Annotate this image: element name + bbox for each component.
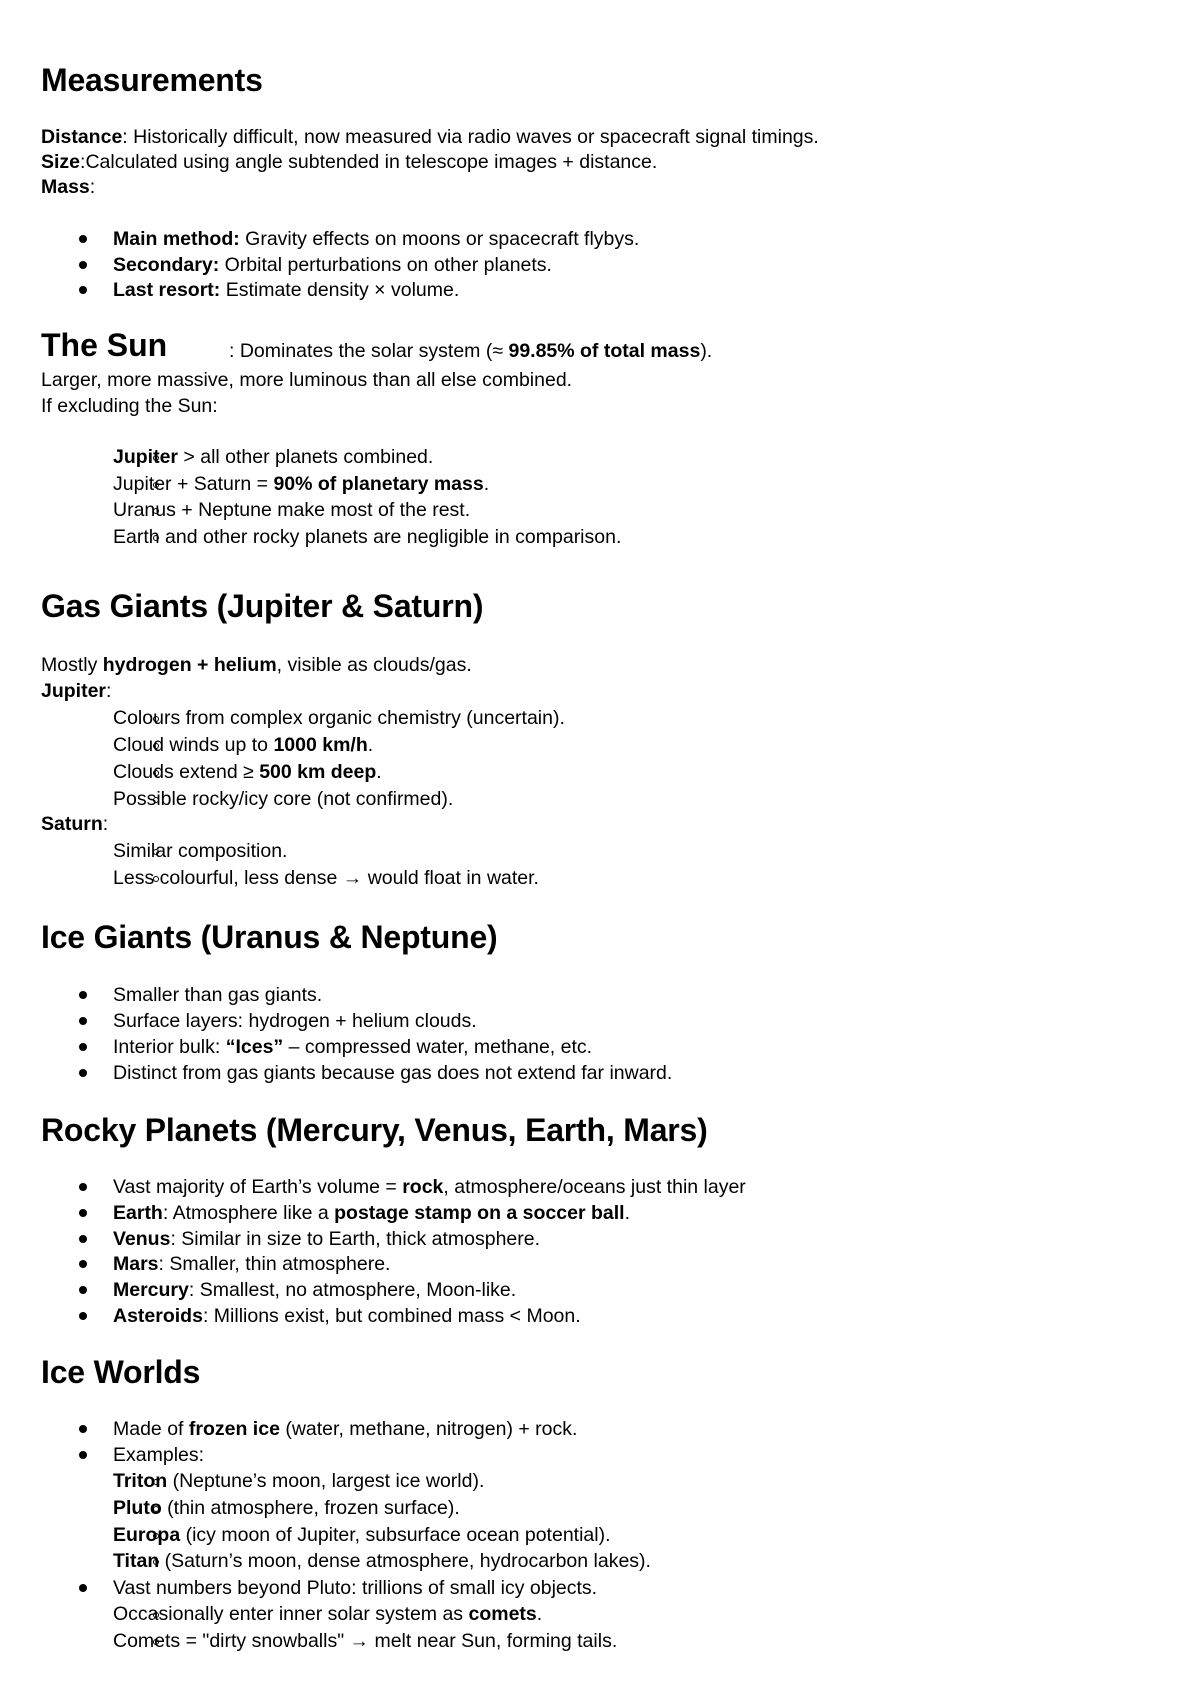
rocky-item-pre: Vast majority of Earth’s volume = bbox=[113, 1176, 403, 1198]
rocky-item-text: : Smaller, thin atmosphere. bbox=[158, 1253, 391, 1275]
mass-item bbox=[113, 226, 639, 252]
jupiter-item bbox=[113, 759, 382, 785]
rocky-item-text: : Smallest, no atmosphere, Moon-like. bbox=[188, 1279, 517, 1301]
ice-giants-item-pre: Interior bulk: bbox=[113, 1036, 226, 1058]
example-item-bold: Pluto bbox=[113, 1497, 162, 1519]
example-item-bold: Triton bbox=[113, 1470, 168, 1492]
sun-desc-bold: 99.85% of total mass bbox=[508, 340, 701, 362]
sun-item: Uranus + Neptune make most of the rest. bbox=[113, 499, 471, 521]
rocky-item bbox=[113, 1174, 746, 1200]
bullet-icon bbox=[79, 1286, 87, 1294]
sun-item bbox=[113, 444, 433, 470]
rocky-item-label: Mercury bbox=[113, 1279, 189, 1301]
example-item bbox=[113, 1468, 484, 1494]
rocky-item-label: Earth bbox=[113, 1202, 163, 1224]
comet-item: Comets = "dirty snowballs" → melt near Sun, forming tails. bbox=[113, 1630, 618, 1652]
rocky-item-post: , atmosphere/oceans just thin layer bbox=[443, 1176, 746, 1198]
heading-measurements: Measurements bbox=[41, 62, 263, 98]
rocky-item-pre: : Atmosphere like a bbox=[162, 1202, 335, 1224]
comet-item-bold: comets bbox=[468, 1603, 537, 1625]
mass-item-label: Last resort: bbox=[113, 279, 221, 301]
bullet-icon bbox=[79, 1043, 87, 1051]
example-item bbox=[113, 1522, 611, 1548]
bullet-icon bbox=[79, 286, 87, 294]
size-label: Size bbox=[41, 151, 81, 173]
rocky-item-post: . bbox=[624, 1202, 630, 1224]
gas-intro-post: , visible as clouds/gas. bbox=[276, 654, 472, 676]
size-line bbox=[41, 149, 657, 175]
example-item bbox=[113, 1548, 651, 1574]
bullet-icon bbox=[79, 1260, 87, 1268]
sun-desc-pre: : Dominates the solar system (≈ bbox=[229, 340, 509, 362]
sun-item-text: > all other planets combined. bbox=[178, 446, 434, 468]
rocky-item bbox=[113, 1303, 581, 1329]
bullet-icon bbox=[79, 261, 87, 269]
rocky-item-text: : Millions exist, but combined mass < Moon. bbox=[202, 1305, 581, 1327]
rocky-item-label: Asteroids bbox=[113, 1305, 203, 1327]
rocky-item bbox=[113, 1251, 390, 1277]
gas-intro-bold: hydrogen + helium bbox=[102, 654, 277, 676]
distance-text: : Historically difficult, now measured via radio waves or spacecraft signal timings. bbox=[122, 126, 819, 148]
sun-item-bold: 90% of planetary mass bbox=[273, 473, 484, 495]
mass-item-text: Gravity effects on moons or spacecraft flybys. bbox=[239, 228, 640, 250]
mass-item-label: Main method: bbox=[113, 228, 240, 250]
distance-line bbox=[41, 124, 819, 150]
ice-giants-item: Smaller than gas giants. bbox=[113, 984, 323, 1006]
example-item-text: (icy moon of Jupiter, subsurface ocean potential). bbox=[180, 1524, 611, 1546]
bullet-icon bbox=[79, 1069, 87, 1077]
sun-line-3: If excluding the Sun: bbox=[41, 395, 218, 417]
gas-intro bbox=[41, 652, 472, 678]
rocky-item-bold: postage stamp on a soccer ball bbox=[334, 1202, 625, 1224]
mass-item bbox=[113, 277, 459, 303]
mass-item-text: Estimate density × volume. bbox=[220, 279, 460, 301]
heading-gas-giants: Gas Giants (Jupiter & Saturn) bbox=[41, 588, 484, 624]
jupiter-item: Colours from complex organic chemistry (uncertain). bbox=[113, 707, 565, 729]
bullet-icon bbox=[79, 1584, 87, 1592]
heading-the-sun: The Sun bbox=[41, 327, 168, 363]
rocky-item bbox=[113, 1200, 630, 1226]
mass-colon: : bbox=[89, 176, 96, 198]
jupiter-item-bold: 500 km deep bbox=[259, 761, 377, 783]
rocky-item-text: : Similar in size to Earth, thick atmosphere. bbox=[170, 1228, 541, 1250]
ice-giants-item: Surface layers: hydrogen + helium clouds. bbox=[113, 1010, 477, 1032]
bullet-icon bbox=[79, 1209, 87, 1217]
bullet-icon bbox=[79, 235, 87, 243]
jupiter-item bbox=[113, 732, 373, 758]
saturn-item: Less colourful, less dense → would float in water. bbox=[113, 867, 539, 889]
jupiter-label: Jupiter bbox=[41, 680, 107, 702]
ice-worlds-item-pre: Made of bbox=[113, 1418, 189, 1440]
bullet-icon bbox=[79, 1017, 87, 1025]
sun-line-2: Larger, more massive, more luminous than all else combined. bbox=[41, 369, 573, 391]
jupiter-colon: : bbox=[106, 680, 112, 702]
saturn-label: Saturn bbox=[41, 813, 103, 835]
saturn-label-line bbox=[41, 811, 108, 837]
ice-worlds-item-post: (water, methane, nitrogen) + rock. bbox=[279, 1418, 578, 1440]
jupiter-item-bold: 1000 km/h bbox=[273, 734, 368, 756]
heading-ice-giants: Ice Giants (Uranus & Neptune) bbox=[41, 919, 498, 955]
ice-worlds-item-bold: frozen ice bbox=[188, 1418, 280, 1440]
rocky-item-bold: rock bbox=[402, 1176, 444, 1198]
comet-item-post: . bbox=[536, 1603, 543, 1625]
jupiter-item-post: . bbox=[367, 734, 374, 756]
sun-desc-post: ). bbox=[700, 340, 713, 362]
sun-item-bold: Jupiter bbox=[113, 446, 179, 468]
size-text: :Calculated using angle subtended in telescope images + distance. bbox=[80, 151, 658, 173]
example-item-text: (thin atmosphere, frozen surface). bbox=[161, 1497, 460, 1519]
bullet-icon bbox=[79, 1235, 87, 1243]
jupiter-item-pre: Cloud winds up to bbox=[113, 734, 274, 756]
bullet-icon bbox=[79, 1451, 87, 1459]
ice-giants-item-post: – compressed water, methane, etc. bbox=[283, 1036, 593, 1058]
comet-item bbox=[113, 1601, 542, 1627]
heading-rocky-planets: Rocky Planets (Mercury, Venus, Earth, Mars) bbox=[41, 1112, 708, 1148]
example-item-text: (Neptune’s moon, largest ice world). bbox=[167, 1470, 485, 1492]
mass-item-text: Orbital perturbations on other planets. bbox=[219, 254, 552, 276]
mass-item bbox=[113, 252, 552, 278]
rocky-item bbox=[113, 1277, 516, 1303]
rocky-item bbox=[113, 1226, 540, 1252]
sun-item-pre: Jupiter + Saturn = bbox=[113, 473, 274, 495]
gas-intro-pre: Mostly bbox=[41, 654, 103, 676]
saturn-item: Similar composition. bbox=[113, 840, 288, 862]
mass-label: Mass bbox=[41, 176, 90, 198]
ice-worlds-item bbox=[113, 1416, 577, 1442]
heading-ice-worlds: Ice Worlds bbox=[41, 1354, 201, 1390]
saturn-colon: : bbox=[102, 813, 109, 835]
jupiter-item-post: . bbox=[376, 761, 382, 783]
ice-giants-item: Distinct from gas giants because gas does not extend far inward. bbox=[113, 1062, 673, 1084]
mass-line bbox=[41, 174, 95, 200]
bullet-icon bbox=[79, 1183, 87, 1191]
sun-description bbox=[229, 338, 712, 364]
rocky-item-label: Venus bbox=[113, 1228, 171, 1250]
jupiter-label-line bbox=[41, 678, 111, 704]
sun-item-post: . bbox=[483, 473, 490, 495]
ice-giants-item bbox=[113, 1034, 592, 1060]
mass-item-label: Secondary: bbox=[113, 254, 220, 276]
sun-item bbox=[113, 471, 489, 497]
jupiter-item: Possible rocky/icy core (not confirmed). bbox=[113, 788, 454, 810]
rocky-item-label: Mars bbox=[113, 1253, 159, 1275]
sun-item: Earth and other rocky planets are negligible in comparison. bbox=[113, 526, 622, 548]
distance-label: Distance bbox=[41, 126, 123, 148]
example-item bbox=[113, 1495, 460, 1521]
ice-worlds-item: Examples: bbox=[113, 1444, 205, 1466]
example-item-text: (Saturn’s moon, dense atmosphere, hydrocarbon lakes). bbox=[159, 1550, 651, 1572]
comet-item-pre: Occasionally enter inner solar system as bbox=[113, 1603, 469, 1625]
ice-worlds-item: Vast numbers beyond Pluto: trillions of small icy objects. bbox=[113, 1577, 598, 1599]
example-item-bold: Titan bbox=[113, 1550, 160, 1572]
example-item-bold: Europa bbox=[113, 1524, 181, 1546]
bullet-icon bbox=[79, 991, 87, 999]
jupiter-item-pre: Clouds extend ≥ bbox=[113, 761, 260, 783]
bullet-icon bbox=[79, 1312, 87, 1320]
bullet-icon bbox=[79, 1425, 87, 1433]
ice-giants-item-bold: “Ices” bbox=[225, 1036, 284, 1058]
